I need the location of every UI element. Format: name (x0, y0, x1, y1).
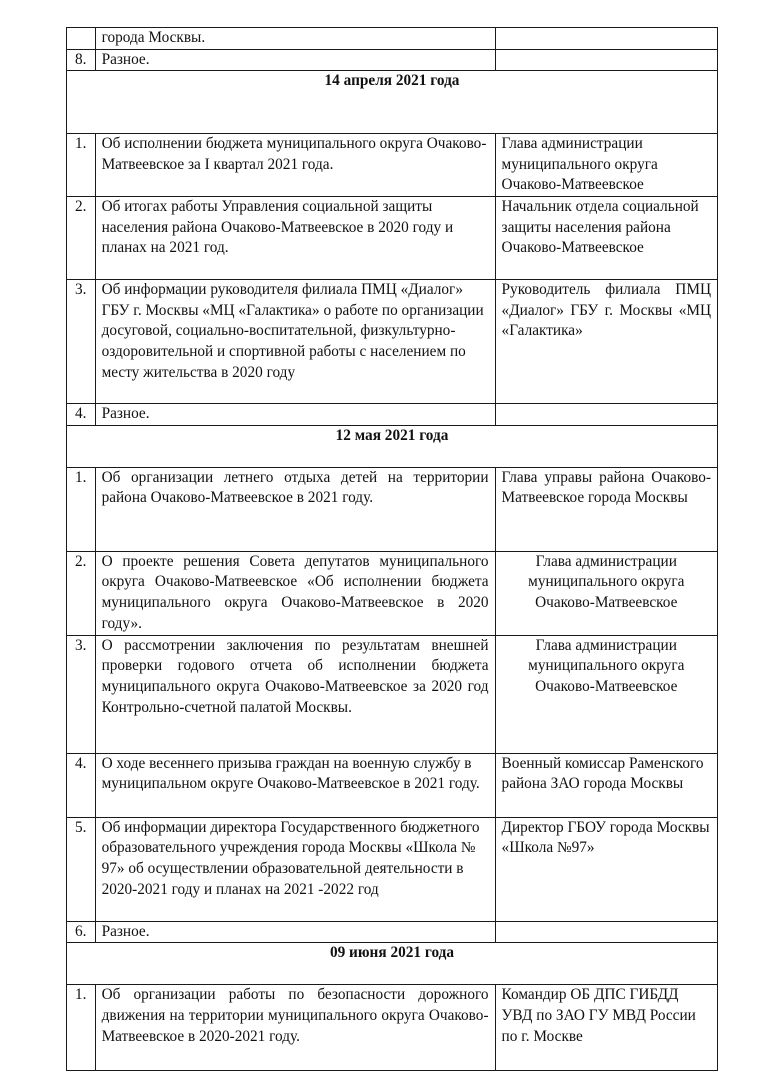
item-topic: Разное. (95, 49, 495, 71)
item-responsible: Командир ОБ ДПС ГИБДД УВД по ЗАО ГУ МВД России по г. Москве (495, 985, 717, 1071)
meeting-date-heading: 14 апреля 2021 года (67, 71, 718, 134)
item-responsible: Глава администрации муниципального округа Очаково-Матвеевское (495, 551, 717, 635)
item-topic: Об исполнении бюджета муниципального округа Очаково-Матвеевское за I квартал 2021 года. (95, 134, 495, 197)
item-responsible (495, 28, 717, 50)
agenda-table-body (67, 28, 718, 1071)
meeting-date-row (67, 71, 718, 134)
item-responsible: Глава управы района Очаково-Матвеевское города Москвы (495, 467, 717, 551)
item-responsible (495, 49, 717, 71)
item-topic: О рассмотрении заключения по результатам внешней проверки годового отчета об исполнении бюджета муниципального округа Очаково-Матвеевское за 2020 год Контрольно-счетной палатой Москвы. (95, 635, 495, 753)
item-topic: города Москвы. (95, 28, 495, 50)
item-responsible: Глава администрации муниципального округа Очаково-Матвеевское (495, 134, 717, 197)
item-topic: Разное. (95, 404, 495, 426)
item-number: 2. (67, 551, 96, 635)
item-responsible: Военный комиссар Раменского района ЗАО города Москвы (495, 753, 717, 817)
item-responsible: Руководитель филиала ПМЦ «Диалог» ГБУ г. Москвы «МЦ «Галактика» (495, 280, 717, 404)
item-topic: Об организации работы по безопасности дорожного движения на территории муниципального округа Очаково-Матвеевское в 2020-2021 году. (95, 985, 495, 1071)
item-number: 4. (67, 753, 96, 817)
meeting-date-heading: 12 мая 2021 года (67, 425, 718, 467)
item-responsible (495, 404, 717, 426)
item-topic: О проекте решения Совета депутатов муниципального округа Очаково-Матвеевское «Об исполнении бюджета муниципального округа Очаково-Матвеевское в 2020 году». (95, 551, 495, 635)
item-number (67, 28, 96, 50)
meeting-date-row (67, 425, 718, 467)
item-number: 3. (67, 280, 96, 404)
item-topic: Об информации руководителя филиала ПМЦ «Диалог» ГБУ г. Москвы «МЦ «Галактика» о работе по организации досуговой, социально-воспитательной, физкультурно-оздоровительной и спортивной работы с населением по месту жительства в 2020 году (95, 280, 495, 404)
item-topic: Об итогах работы Управления социальной защиты населения района Очаково-Матвеевское в 2020 году и планах на 2021 год. (95, 197, 495, 280)
item-number: 8. (67, 49, 96, 71)
agenda-item-row (67, 817, 718, 921)
agenda-item-row (67, 280, 718, 404)
item-topic: О ходе весеннего призыва граждан на военную службу в муниципальном округе Очаково-Матвеевское в 2021 году. (95, 753, 495, 817)
meeting-date-row (67, 943, 718, 985)
agenda-item-row (67, 753, 718, 817)
meeting-date-heading: 09 июня 2021 года (67, 943, 718, 985)
item-topic: Об организации летнего отдыха детей на территории района Очаково-Матвеевское в 2021 году. (95, 467, 495, 551)
agenda-table (66, 27, 718, 1071)
item-topic: Разное. (95, 921, 495, 943)
agenda-item-row (67, 921, 718, 943)
item-responsible: Глава администрации муниципального округа Очаково-Матвеевское (495, 635, 717, 753)
agenda-item-row (67, 635, 718, 753)
item-responsible (495, 921, 717, 943)
item-number: 5. (67, 817, 96, 921)
item-number: 1. (67, 134, 96, 197)
item-number: 3. (67, 635, 96, 753)
agenda-item-row (67, 985, 718, 1071)
agenda-item-row (67, 134, 718, 197)
agenda-item-row (67, 49, 718, 71)
agenda-item-row (67, 404, 718, 426)
item-topic: Об информации директора Государственного бюджетного образовательного учреждения города Москвы «Школа № 97» об осуществлении образовательной деятельности в 2020-2021 году и планах на 2021 -2022 год (95, 817, 495, 921)
agenda-item-row (67, 197, 718, 280)
item-number: 6. (67, 921, 96, 943)
item-number: 1. (67, 467, 96, 551)
agenda-item-row (67, 28, 718, 50)
agenda-item-row (67, 467, 718, 551)
item-responsible: Директор ГБОУ города Москвы «Школа №97» (495, 817, 717, 921)
item-number: 2. (67, 197, 96, 280)
item-responsible: Начальник отдела социальной защиты населения района Очаково-Матвеевское (495, 197, 717, 280)
item-number: 4. (67, 404, 96, 426)
agenda-item-row (67, 551, 718, 635)
item-number: 1. (67, 985, 96, 1071)
